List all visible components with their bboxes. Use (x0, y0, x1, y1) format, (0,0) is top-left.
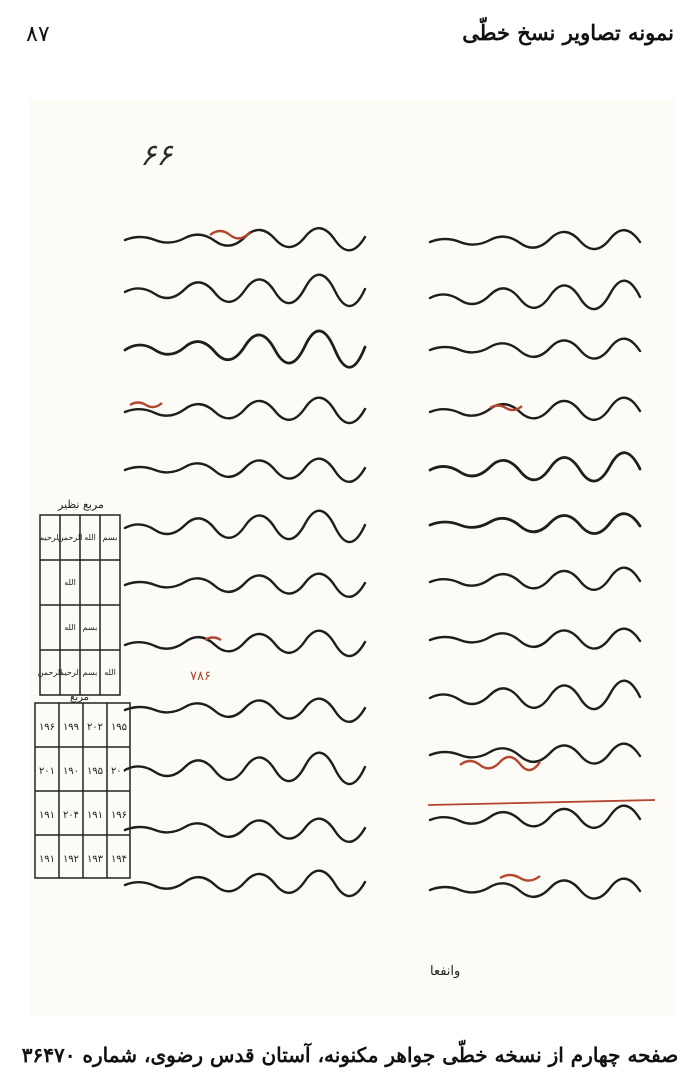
svg-text:الرحیم: الرحیم (39, 533, 61, 542)
page-number: ۸۷ (26, 22, 50, 47)
svg-text:۱۹۵: ۱۹۵ (110, 722, 128, 733)
svg-text:الله: الله (84, 533, 96, 542)
svg-text:بسم: بسم (82, 623, 98, 632)
svg-text:الرحیم: الرحیم (59, 668, 81, 677)
svg-text:۲۰۲: ۲۰۲ (86, 722, 104, 733)
svg-text:۱۹۱: ۱۹۱ (86, 810, 104, 821)
marginal-note-number: ۷۸۶ (190, 669, 211, 684)
svg-text:الله: الله (104, 668, 116, 677)
right-column-text (430, 230, 640, 898)
running-header: نمونه تصاویر نسخ خطّی (462, 20, 674, 45)
manuscript-scan (30, 100, 675, 1015)
svg-text:الرحمن: الرحمن (57, 533, 83, 542)
svg-text:بسم: بسم (102, 533, 118, 542)
svg-text:۱۹۱: ۱۹۱ (38, 810, 56, 821)
folio-number: ۶۶ (140, 138, 173, 173)
svg-text:۱۹۱: ۱۹۱ (38, 854, 56, 865)
svg-text:۱۹۴: ۱۹۴ (110, 854, 128, 865)
svg-text:۲۰۴: ۲۰۴ (62, 810, 80, 821)
catchword: وانفعا (430, 964, 461, 979)
margin-label-top: مربع نظیر (58, 498, 104, 511)
svg-text:۱۹۲: ۱۹۲ (62, 854, 80, 865)
svg-text:الرحمن: الرحمن (37, 668, 63, 677)
left-column-text (125, 228, 365, 896)
svg-text:۱۹۶: ۱۹۶ (38, 722, 56, 733)
svg-text:۱۹۶: ۱۹۶ (110, 810, 128, 821)
svg-text:الله: الله (64, 578, 76, 587)
svg-text:بسم: بسم (82, 668, 98, 677)
manuscript-drawing (30, 100, 675, 1015)
margin-label-bottom: مربع (70, 692, 89, 703)
image-caption: صفحه چهارم از نسخه خطّی جواهر مکنونه، آستان قدس رضوی، شماره ۳۶۴۷۰ (21, 1043, 679, 1067)
svg-text:۲۰۱: ۲۰۱ (38, 766, 56, 777)
svg-text:۱۹۳: ۱۹۳ (86, 854, 104, 865)
svg-text:۱۹۰: ۱۹۰ (62, 766, 80, 777)
svg-text:۱۹۵: ۱۹۵ (86, 766, 104, 777)
svg-text:الله: الله (64, 623, 76, 632)
svg-text:۱۹۹: ۱۹۹ (62, 722, 80, 733)
svg-text:۲۰۰: ۲۰۰ (110, 766, 128, 777)
